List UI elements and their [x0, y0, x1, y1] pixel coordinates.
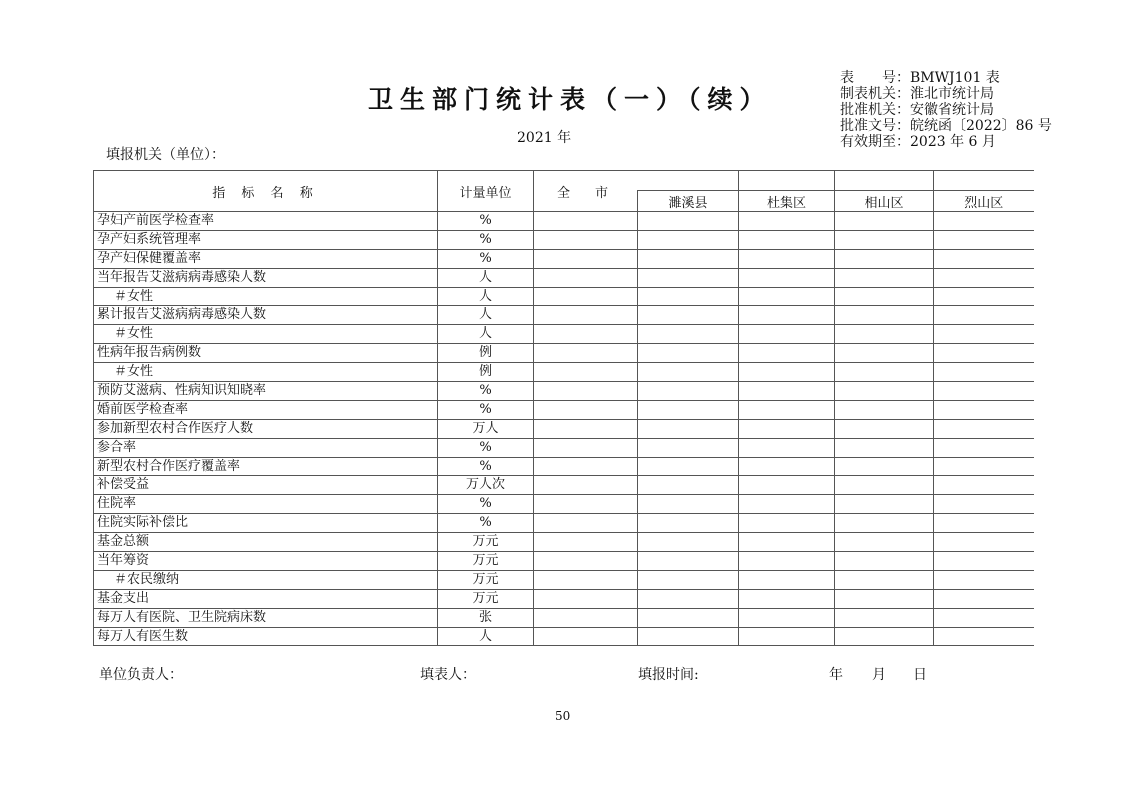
- district-value-cell[interactable]: [934, 495, 1034, 514]
- district-value-cell[interactable]: [835, 344, 934, 363]
- district-value-cell[interactable]: [835, 363, 934, 382]
- unit-cell: 万人: [438, 419, 534, 438]
- district-value-cell[interactable]: [934, 589, 1034, 608]
- unit-cell: 万元: [438, 533, 534, 552]
- unit-cell: %: [438, 438, 534, 457]
- table-row: [94, 457, 1034, 476]
- indicator-name-cell: 每万人有医生数: [94, 627, 438, 646]
- unit-cell: 张: [438, 608, 534, 627]
- district-value-cell[interactable]: [739, 230, 835, 249]
- district-value-cell[interactable]: [934, 249, 1034, 268]
- district-value-cell[interactable]: [835, 457, 934, 476]
- district-value-cell[interactable]: [739, 344, 835, 363]
- unit-cell: 人: [438, 306, 534, 325]
- indicator-name-cell: 预防艾滋病、性病知识知晓率: [94, 382, 438, 401]
- city-value-cell[interactable]: [534, 419, 638, 438]
- district-value-cell[interactable]: [638, 400, 739, 419]
- district-value-cell[interactable]: [934, 514, 1034, 533]
- indicator-name-cell: 每万人有医院、卫生院病床数: [94, 608, 438, 627]
- district-value-cell[interactable]: [739, 627, 835, 646]
- indicator-name-cell: 住院实际补偿比: [94, 514, 438, 533]
- district-value-cell[interactable]: [934, 382, 1034, 401]
- district-value-cell[interactable]: [638, 344, 739, 363]
- city-value-cell[interactable]: [534, 438, 638, 457]
- indicator-name-cell: 当年报告艾滋病病毒感染人数: [94, 268, 438, 287]
- unit-cell: %: [438, 382, 534, 401]
- city-value-cell[interactable]: [534, 608, 638, 627]
- indicator-name-cell: ＃农民缴纳: [94, 570, 438, 589]
- unit-cell: %: [438, 400, 534, 419]
- unit-cell: %: [438, 230, 534, 249]
- unit-cell: 例: [438, 363, 534, 382]
- unit-cell: 万元: [438, 589, 534, 608]
- table-row: [94, 306, 1034, 325]
- unit-cell: 万人次: [438, 476, 534, 495]
- unit-cell: 万元: [438, 552, 534, 571]
- city-value-cell[interactable]: [534, 249, 638, 268]
- district-value-cell[interactable]: [638, 589, 739, 608]
- table-row: [94, 287, 1034, 306]
- city-value-cell[interactable]: [534, 514, 638, 533]
- district-value-cell[interactable]: [739, 570, 835, 589]
- district-value-cell[interactable]: [835, 552, 934, 571]
- district-value-cell[interactable]: [638, 495, 739, 514]
- district-value-cell[interactable]: [934, 363, 1034, 382]
- district-value-cell[interactable]: [739, 495, 835, 514]
- district-value-cell[interactable]: [638, 230, 739, 249]
- district-value-cell[interactable]: [739, 287, 835, 306]
- header-district-group-blank: [638, 171, 739, 191]
- unit-cell: %: [438, 495, 534, 514]
- district-value-cell[interactable]: [835, 589, 934, 608]
- district-value-cell[interactable]: [934, 419, 1034, 438]
- unit-cell: %: [438, 514, 534, 533]
- city-value-cell[interactable]: [534, 212, 638, 231]
- district-value-cell[interactable]: [835, 476, 934, 495]
- indicator-name-cell: 当年筹资: [94, 552, 438, 571]
- district-value-cell[interactable]: [739, 212, 835, 231]
- district-value-cell[interactable]: [638, 476, 739, 495]
- district-value-cell[interactable]: [638, 268, 739, 287]
- district-value-cell[interactable]: [739, 514, 835, 533]
- table-row: [94, 589, 1034, 608]
- district-value-cell[interactable]: [835, 400, 934, 419]
- district-value-cell[interactable]: [739, 249, 835, 268]
- district-value-cell[interactable]: [835, 212, 934, 231]
- footer-filler-label: 填表人：: [420, 667, 476, 683]
- district-value-cell[interactable]: [934, 344, 1034, 363]
- table-row: [94, 608, 1034, 627]
- district-value-cell[interactable]: [835, 533, 934, 552]
- unit-cell: 万元: [438, 570, 534, 589]
- city-value-cell[interactable]: [534, 476, 638, 495]
- district-value-cell[interactable]: [934, 287, 1034, 306]
- district-value-cell[interactable]: [638, 287, 739, 306]
- district-value-cell[interactable]: [934, 268, 1034, 287]
- unit-cell: 人: [438, 268, 534, 287]
- unit-cell: 人: [438, 325, 534, 344]
- district-value-cell[interactable]: [739, 438, 835, 457]
- city-value-cell[interactable]: [534, 400, 638, 419]
- district-value-cell[interactable]: [934, 325, 1034, 344]
- footer-month-label: 月: [872, 667, 886, 683]
- table-row: [94, 325, 1034, 344]
- city-value-cell[interactable]: [534, 457, 638, 476]
- city-value-cell[interactable]: [534, 627, 638, 646]
- district-value-cell[interactable]: [739, 476, 835, 495]
- district-value-cell[interactable]: [934, 608, 1034, 627]
- district-value-cell[interactable]: [638, 514, 739, 533]
- district-value-cell[interactable]: [934, 230, 1034, 249]
- district-value-cell[interactable]: [835, 325, 934, 344]
- district-value-cell[interactable]: [638, 552, 739, 571]
- city-value-cell[interactable]: [534, 382, 638, 401]
- meta-issuing-agency: 制表机关：淮北市统计局: [840, 86, 994, 102]
- table-row: [94, 212, 1034, 231]
- table-row: [94, 476, 1034, 495]
- indicator-name-cell: 孕妇产前医学检查率: [94, 212, 438, 231]
- district-value-cell[interactable]: [638, 212, 739, 231]
- report-year: 2021 年: [517, 130, 572, 146]
- indicator-name-cell: 性病年报告病例数: [94, 344, 438, 363]
- district-value-cell[interactable]: [739, 268, 835, 287]
- header-unit: 计量单位: [438, 171, 534, 212]
- indicator-name-cell: 孕产妇系统管理率: [94, 230, 438, 249]
- district-value-cell[interactable]: [835, 306, 934, 325]
- table-row: [94, 495, 1034, 514]
- district-value-cell[interactable]: [638, 533, 739, 552]
- footer-unit-head-label: 单位负责人：: [99, 667, 183, 683]
- table-row: [94, 400, 1034, 419]
- district-value-cell[interactable]: [739, 382, 835, 401]
- page-title: 卫生部门统计表（一）（续）: [368, 85, 772, 114]
- filler-organization-label: 填报机关（单位）：: [106, 147, 225, 163]
- header-district-group-blank: [835, 171, 934, 191]
- city-value-cell[interactable]: [534, 230, 638, 249]
- table-row: [94, 268, 1034, 287]
- district-value-cell[interactable]: [638, 570, 739, 589]
- unit-cell: %: [438, 212, 534, 231]
- district-value-cell[interactable]: [934, 533, 1034, 552]
- district-value-cell[interactable]: [638, 457, 739, 476]
- district-value-cell[interactable]: [934, 570, 1034, 589]
- table-row: [94, 533, 1034, 552]
- table-row: [94, 363, 1034, 382]
- city-value-cell[interactable]: [534, 268, 638, 287]
- indicator-name-cell: ＃女性: [94, 363, 438, 382]
- district-value-cell[interactable]: [739, 306, 835, 325]
- district-value-cell[interactable]: [739, 533, 835, 552]
- city-value-cell[interactable]: [534, 306, 638, 325]
- indicator-name-cell: 补偿受益: [94, 476, 438, 495]
- header-city-total: 全 市: [534, 171, 638, 212]
- district-value-cell[interactable]: [934, 476, 1034, 495]
- city-value-cell[interactable]: [534, 570, 638, 589]
- table-row: [94, 419, 1034, 438]
- district-value-cell[interactable]: [739, 400, 835, 419]
- header-district-lieshan: 烈山区: [934, 191, 1034, 212]
- district-value-cell[interactable]: [835, 249, 934, 268]
- meta-valid-until: 有效期至：2023 年 6 月: [840, 134, 996, 150]
- page-number: 50: [555, 709, 571, 723]
- statistics-table: [93, 170, 1034, 646]
- header-indicator-name: 指 标 名 称: [94, 171, 438, 212]
- city-value-cell[interactable]: [534, 363, 638, 382]
- header-district-group-blank: [934, 171, 1034, 191]
- unit-cell: %: [438, 249, 534, 268]
- district-value-cell[interactable]: [934, 627, 1034, 646]
- district-value-cell[interactable]: [638, 249, 739, 268]
- district-value-cell[interactable]: [835, 230, 934, 249]
- district-value-cell[interactable]: [934, 438, 1034, 457]
- table-row: [94, 249, 1034, 268]
- unit-cell: 例: [438, 344, 534, 363]
- city-value-cell[interactable]: [534, 344, 638, 363]
- district-value-cell[interactable]: [638, 438, 739, 457]
- table-row: [94, 552, 1034, 571]
- table-row: [94, 230, 1034, 249]
- indicator-name-cell: 基金支出: [94, 589, 438, 608]
- district-value-cell[interactable]: [835, 608, 934, 627]
- indicator-name-cell: 基金总额: [94, 533, 438, 552]
- unit-cell: 人: [438, 287, 534, 306]
- district-value-cell[interactable]: [638, 363, 739, 382]
- table-row: [94, 627, 1034, 646]
- district-value-cell[interactable]: [835, 514, 934, 533]
- table-row: [94, 570, 1034, 589]
- table-row: [94, 344, 1034, 363]
- indicator-name-cell: ＃女性: [94, 325, 438, 344]
- footer-day-label: 日: [913, 667, 927, 683]
- district-value-cell[interactable]: [835, 570, 934, 589]
- district-value-cell[interactable]: [835, 627, 934, 646]
- footer-year-label: 年: [829, 667, 843, 683]
- form-metadata: [840, 70, 1052, 150]
- indicator-name-cell: 住院率: [94, 495, 438, 514]
- meta-approving-agency: 批准机关：安徽省统计局: [840, 102, 994, 118]
- district-value-cell[interactable]: [934, 212, 1034, 231]
- district-value-cell[interactable]: [835, 382, 934, 401]
- district-value-cell[interactable]: [638, 627, 739, 646]
- header-district-suixi: 濉溪县: [638, 191, 739, 212]
- district-value-cell[interactable]: [638, 382, 739, 401]
- indicator-name-cell: ＃女性: [94, 287, 438, 306]
- table-row: [94, 514, 1034, 533]
- city-value-cell[interactable]: [534, 495, 638, 514]
- district-value-cell[interactable]: [934, 400, 1034, 419]
- indicator-name-cell: 新型农村合作医疗覆盖率: [94, 457, 438, 476]
- unit-cell: 人: [438, 627, 534, 646]
- header-district-duji: 杜集区: [739, 191, 835, 212]
- district-value-cell[interactable]: [739, 419, 835, 438]
- district-value-cell[interactable]: [739, 608, 835, 627]
- header-district-group-blank: [739, 171, 835, 191]
- district-value-cell[interactable]: [739, 325, 835, 344]
- district-value-cell[interactable]: [934, 306, 1034, 325]
- table-row: [94, 438, 1034, 457]
- unit-cell: %: [438, 457, 534, 476]
- district-value-cell[interactable]: [934, 552, 1034, 571]
- district-value-cell[interactable]: [638, 608, 739, 627]
- indicator-name-cell: 参合率: [94, 438, 438, 457]
- district-value-cell[interactable]: [835, 495, 934, 514]
- district-value-cell[interactable]: [739, 589, 835, 608]
- city-value-cell[interactable]: [534, 533, 638, 552]
- district-value-cell[interactable]: [835, 438, 934, 457]
- district-value-cell[interactable]: [638, 306, 739, 325]
- city-value-cell[interactable]: [534, 325, 638, 344]
- district-value-cell[interactable]: [638, 325, 739, 344]
- indicator-name-cell: 累计报告艾滋病病毒感染人数: [94, 306, 438, 325]
- indicator-name-cell: 参加新型农村合作医疗人数: [94, 419, 438, 438]
- city-value-cell[interactable]: [534, 287, 638, 306]
- district-value-cell[interactable]: [638, 419, 739, 438]
- city-value-cell[interactable]: [534, 552, 638, 571]
- district-value-cell[interactable]: [835, 287, 934, 306]
- footer-fill-time-label: 填报时间:: [638, 667, 699, 683]
- district-value-cell[interactable]: [835, 268, 934, 287]
- district-value-cell[interactable]: [739, 363, 835, 382]
- district-value-cell[interactable]: [739, 552, 835, 571]
- district-value-cell[interactable]: [835, 419, 934, 438]
- district-value-cell[interactable]: [934, 457, 1034, 476]
- table-row: [94, 382, 1034, 401]
- indicator-name-cell: 婚前医学检查率: [94, 400, 438, 419]
- meta-form-number: 表 号：BMWJ101 表: [840, 70, 1000, 86]
- header-district-xiangshan: 相山区: [835, 191, 934, 212]
- meta-approval-document: 批准文号：皖统函〔2022〕86 号: [840, 118, 1052, 134]
- indicator-name-cell: 孕产妇保健覆盖率: [94, 249, 438, 268]
- city-value-cell[interactable]: [534, 589, 638, 608]
- district-value-cell[interactable]: [739, 457, 835, 476]
